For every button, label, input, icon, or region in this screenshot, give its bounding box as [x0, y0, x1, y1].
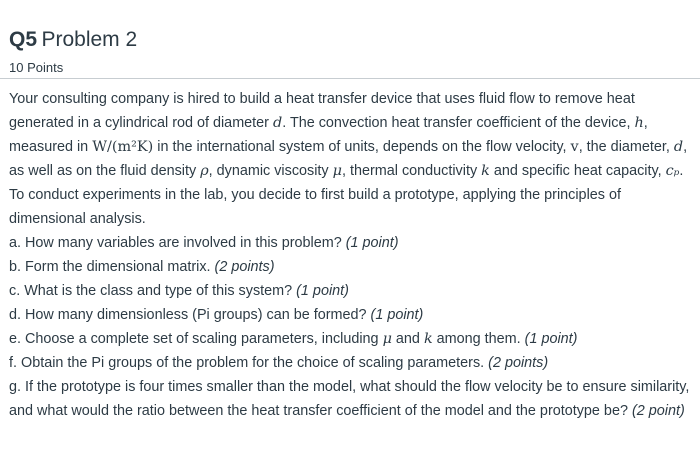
intro-text: . [679, 163, 684, 179]
intro-text: Your consulting company is hired to build a heat transfer device that uses fluid flow to remove heat generated in a cylindrical rod of diameter [9, 91, 635, 131]
intro-text: , as well as on the fluid density [9, 139, 688, 179]
intro-text: . The convection heat transfer coefficient of the device, [282, 115, 635, 131]
var-k: k [481, 163, 490, 179]
intro-text: , measured in [9, 115, 648, 155]
question-header [0, 0, 700, 75]
item-f [9, 351, 695, 375]
item-text: and [391, 331, 424, 347]
item-b [9, 255, 695, 279]
unit-w-per-m2k: W/(m²K) [92, 139, 154, 155]
item-points: (2 points) [214, 259, 275, 275]
intro-text: , thermal conductivity [341, 163, 482, 179]
var-d: d [272, 115, 283, 131]
var-k: k [423, 331, 433, 347]
var-mu: μ [332, 163, 342, 179]
item-a [9, 231, 695, 255]
question-title: Problem 2 [41, 28, 138, 51]
intro-paragraph-2: To conduct experiments in the lab, you decide to first build a prototype, applying the principles of dimensional analysis. [9, 187, 621, 227]
intro-text: in the international system of units, depends on the flow velocity, [153, 139, 571, 155]
item-text: c. What is the class and type of this system? [9, 283, 297, 299]
intro-text: , dynamic viscosity [208, 163, 333, 179]
var-mu: μ [382, 331, 392, 347]
item-g [9, 375, 695, 423]
item-text: a. How many variables are involved in this problem? [9, 235, 346, 251]
intro-paragraph [9, 87, 695, 183]
question-heading [9, 28, 700, 52]
item-text: b. Form the dimensional matrix. [9, 259, 215, 275]
var-cp: cₚ [665, 163, 680, 179]
item-c [9, 279, 695, 303]
item-points: (1 point) [524, 331, 578, 347]
question-body [9, 87, 695, 423]
item-text: f. Obtain the Pi groups of the problem for the choice of scaling parameters. [9, 355, 489, 371]
var-d2: d [673, 139, 684, 155]
question-points: 10 Points [9, 60, 64, 75]
header-divider [0, 78, 700, 79]
item-d [9, 303, 695, 327]
item-points: (2 points) [488, 355, 549, 371]
var-v: v [570, 139, 579, 155]
item-points: (2 point) [631, 403, 685, 419]
item-points: (1 point) [296, 283, 349, 299]
item-points: (1 point) [345, 235, 399, 251]
intro-text: and specific heat capacity, [489, 163, 666, 179]
var-h: h [634, 115, 644, 131]
intro-text: , the diameter, [578, 139, 674, 155]
item-text: g. If the prototype is four times smaller than the model, what should the flow velocity be to ensure similarity, and what would the ratio between the heat transfer coefficient of the model and the prototype be? [9, 379, 690, 419]
item-points: (1 point) [370, 307, 424, 323]
item-text: among them. [432, 331, 525, 347]
item-text: d. How many dimensionless (Pi groups) can be formed? [9, 307, 371, 323]
var-rho: ρ [200, 163, 209, 179]
question-number: Q5 [9, 28, 38, 51]
item-e [9, 327, 695, 351]
item-text: e. Choose a complete set of scaling parameters, including [9, 331, 383, 347]
